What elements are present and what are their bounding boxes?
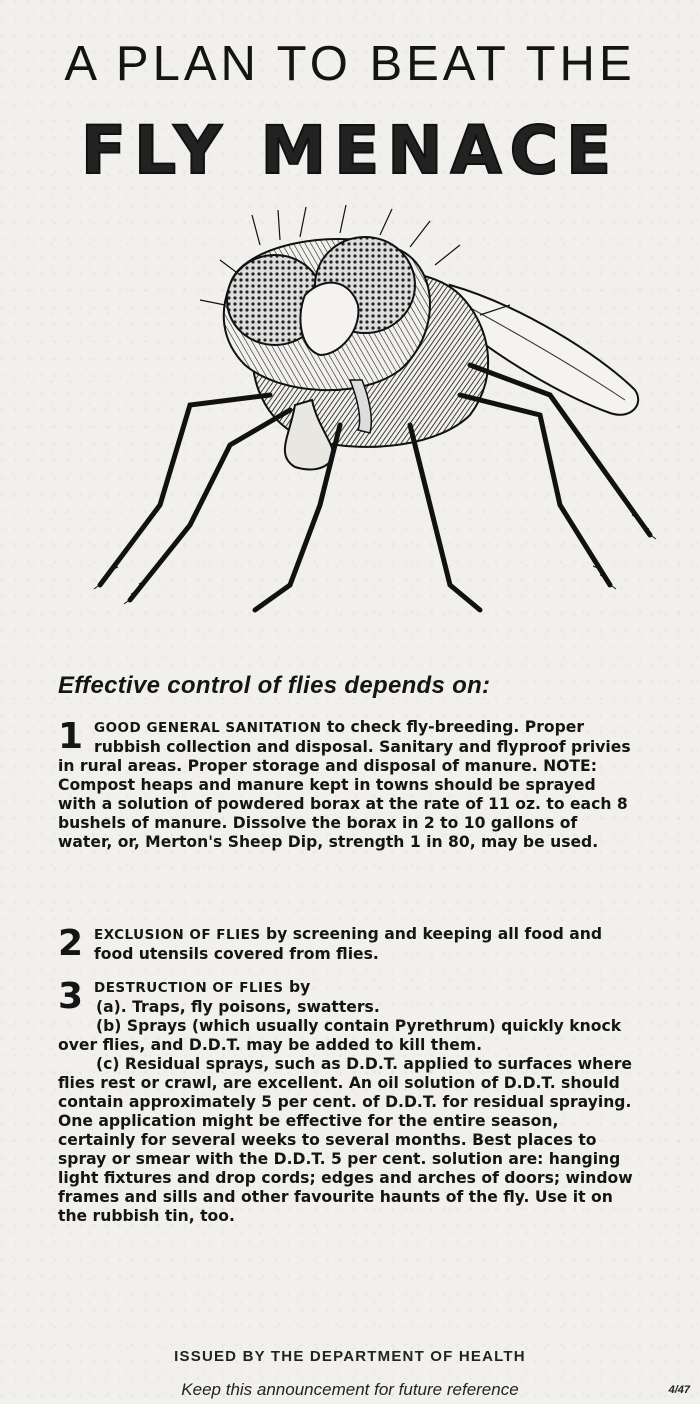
section-1 (58, 718, 633, 852)
section-sub-b: (b) Sprays (which usually contain Pyrethrum) quickly knock over flies, and D.D.T. may be added to kill them. (58, 1017, 622, 1054)
section-number: 3 (58, 976, 84, 1017)
issuer-line: ISSUED BY THE DEPARTMENT OF HEALTH (174, 1348, 526, 1365)
section-lead: DESTRUCTION OF FLIES (94, 980, 284, 996)
headline-main: FLY MENACE (80, 112, 620, 189)
section-lead: GOOD GENERAL SANITATION (94, 720, 322, 736)
section-2 (58, 925, 633, 964)
keep-notice: Keep this announcement for future reference (181, 1380, 519, 1399)
intro-heading: Effective control of flies depends on: (58, 672, 491, 699)
section-sub-a: (a). Traps, fly poisons, swatters. (96, 998, 380, 1016)
section-text: to check fly-breeding. Proper rubbish collection and disposal. Sanitary and flyproof privies in rural areas. Proper storage and disposal of manure. NOTE: Compost heaps and manure kept in towns should be sprayed with a solution of powdered borax at the rate of 11 oz. to each 8 bushels of manure. Dissolve the borax in 2 to 10 gallons of water, or, Merton's Sheep Dip, strength 1 in 80, may be used. (58, 718, 631, 851)
section-sub-c: (c) Residual sprays, such as D.D.T. applied to surfaces where flies rest or crawl, are excellent. An oil solution of D.D.T. should contain approximately 5 per cent. of D.D.T. for residual spraying. One application might be effective for the entire season, certainly for several weeks to several months. Best places to spray or smear with the D.D.T. 5 per cent. solution are: hanging light fixtures and drop cords; edges and arches of doors; window frames and sills and other favourite haunts of the fly. Use it on the rubbish tin, too. (58, 1055, 633, 1225)
fly-illustration (40, 205, 680, 625)
section-text: by (283, 978, 311, 996)
print-code: 4/47 (668, 1384, 690, 1396)
section-number: 1 (58, 716, 84, 757)
section-number: 2 (58, 923, 84, 964)
headline-top: A PLAN TO BEAT THE (64, 37, 636, 91)
section-lead: EXCLUSION OF FLIES (94, 927, 261, 943)
section-text: by screening and keeping all food and food utensils covered from flies. (94, 925, 603, 963)
section-3 (58, 978, 633, 1226)
